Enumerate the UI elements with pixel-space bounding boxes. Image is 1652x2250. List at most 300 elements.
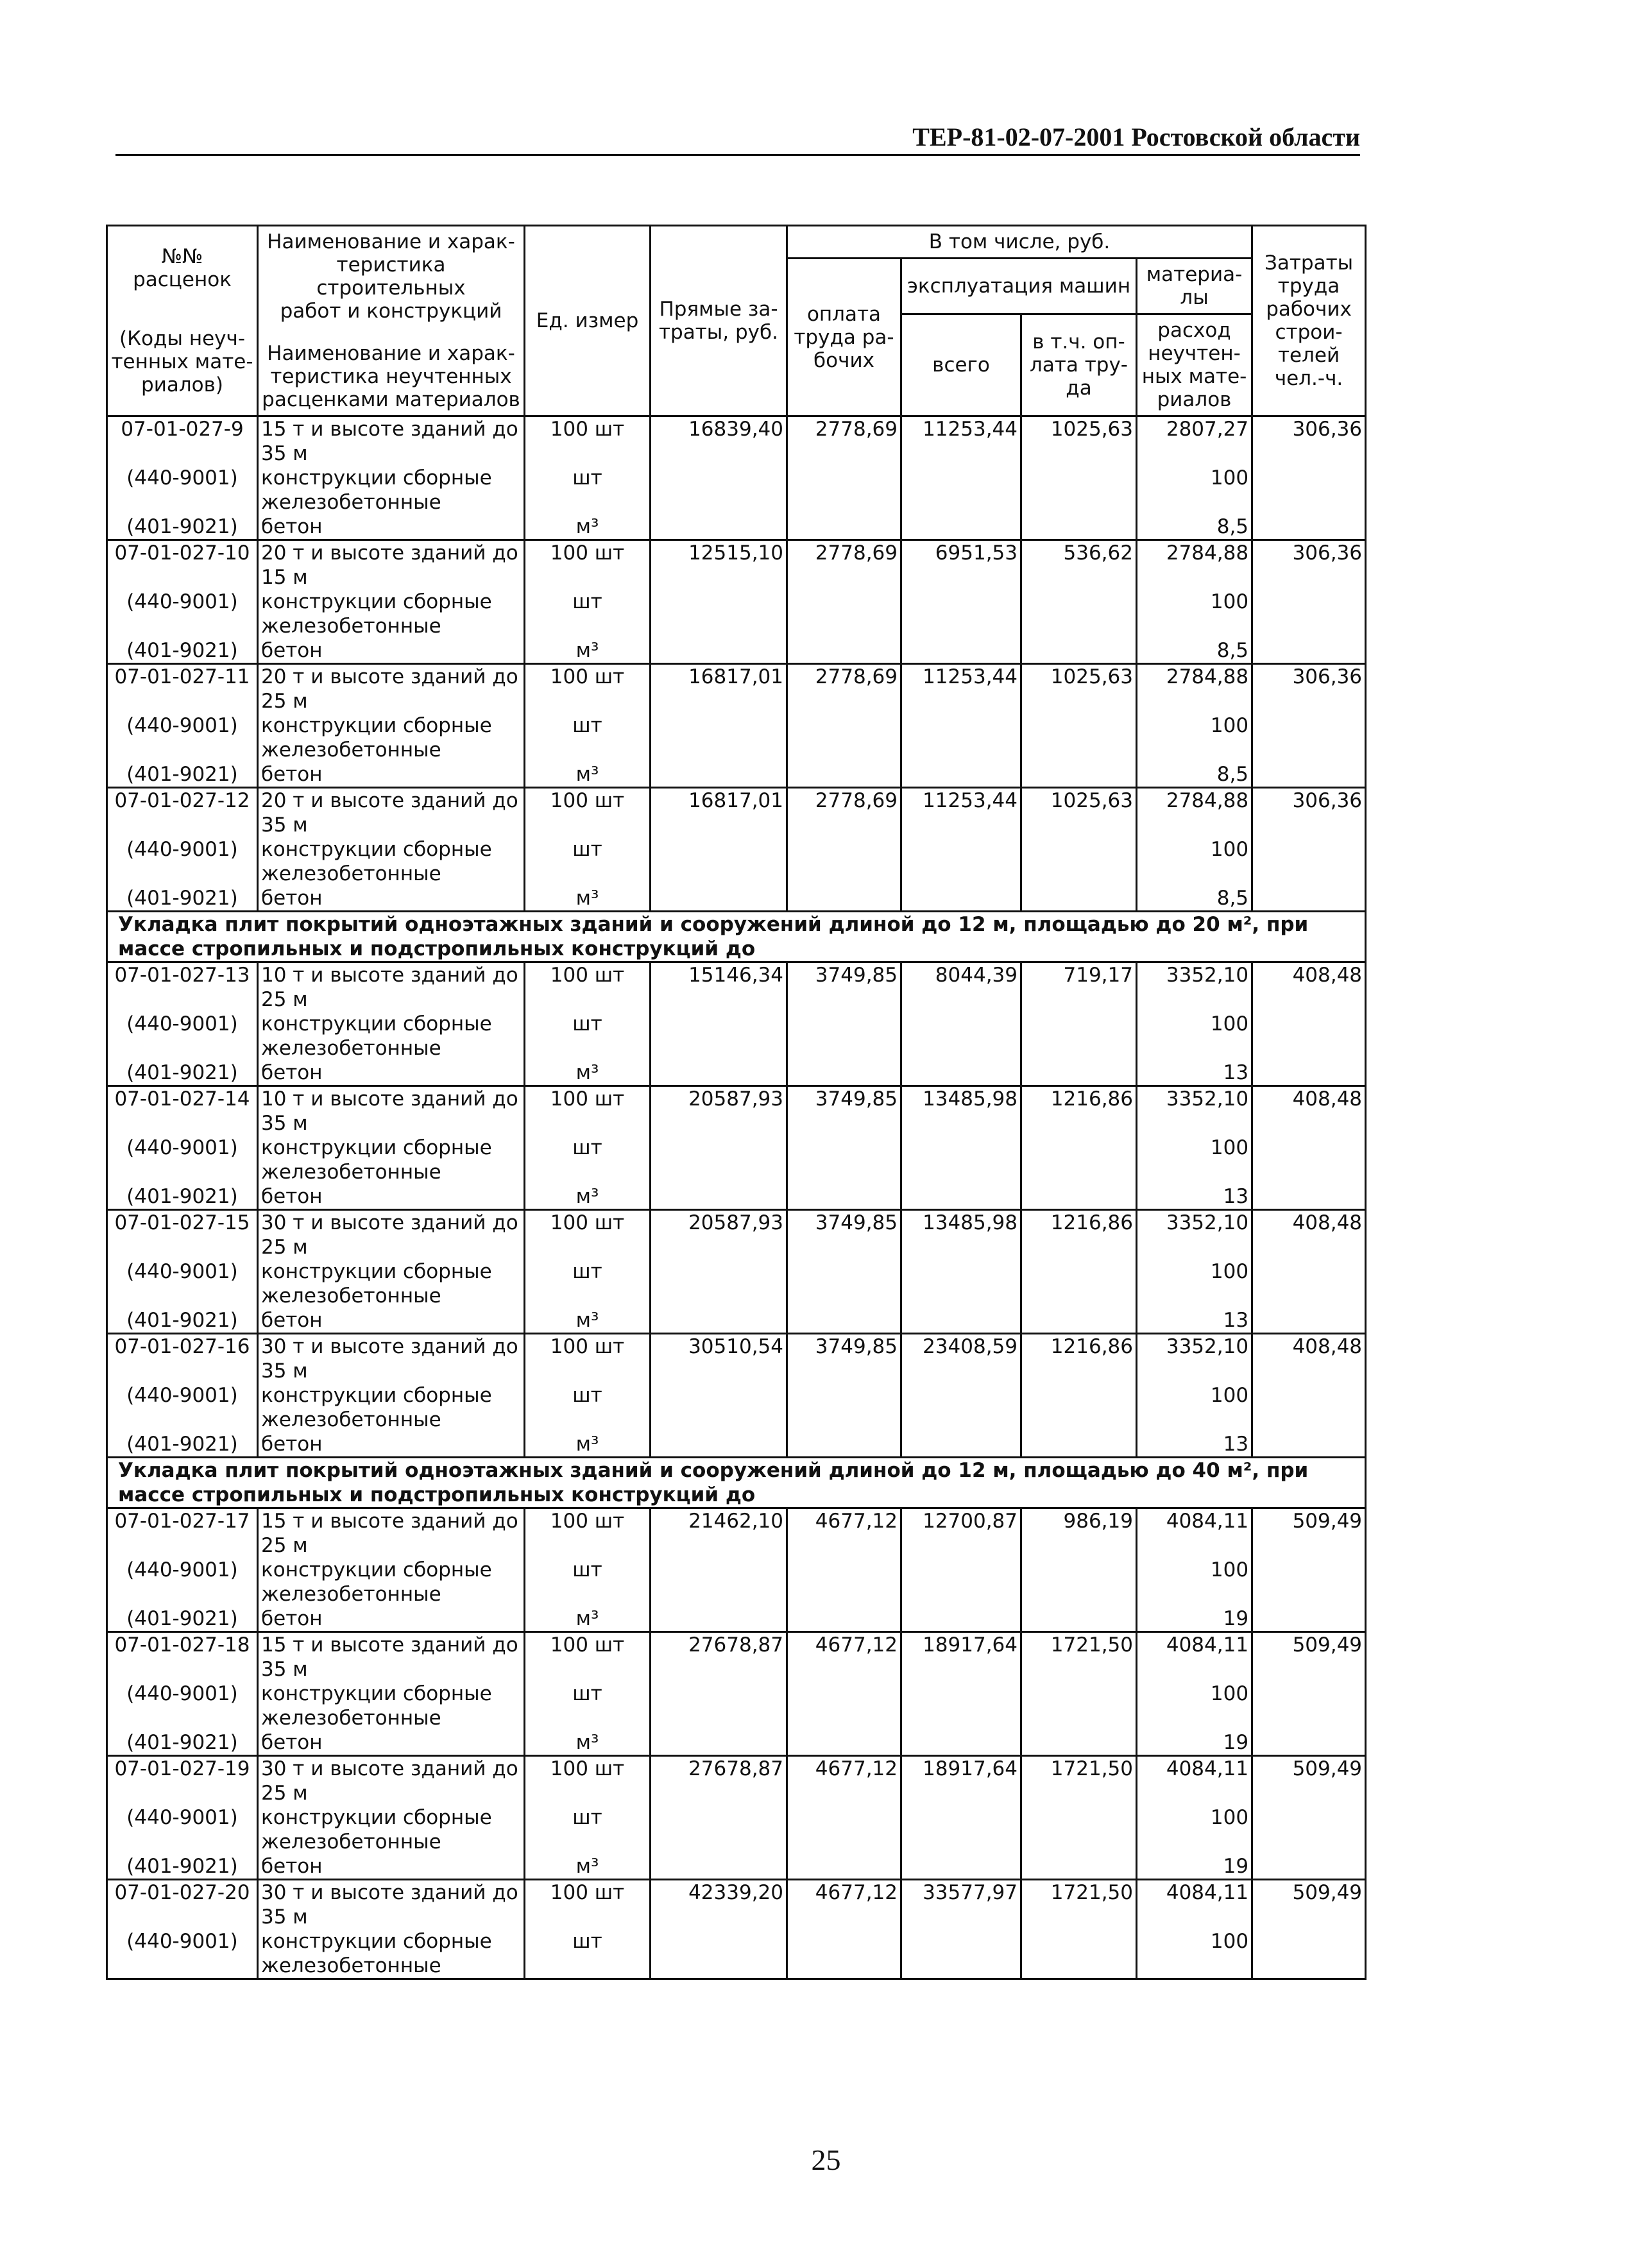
material-unit: м³ bbox=[525, 1061, 651, 1086]
empty-cell bbox=[651, 762, 787, 788]
rate-row bbox=[107, 416, 1366, 466]
rate-direct: 21462,10 bbox=[651, 1508, 787, 1558]
material-qty: 100 bbox=[1137, 466, 1252, 515]
empty-cell bbox=[901, 1682, 1021, 1730]
rate-unit: 100 шт bbox=[525, 540, 651, 590]
empty-cell bbox=[1021, 466, 1137, 515]
empty-cell bbox=[1021, 1432, 1137, 1458]
material-name: бетон bbox=[258, 1308, 525, 1334]
rate-unit: 100 шт bbox=[525, 416, 651, 466]
rate-name: 20 т и высоте зданий до 35 м bbox=[258, 788, 525, 838]
empty-cell bbox=[1021, 1308, 1137, 1334]
material-name: конструкции сборные железобетонные bbox=[258, 1805, 525, 1854]
material-name: конструкции сборные железобетонные bbox=[258, 1558, 525, 1607]
rate-workers: 509,49 bbox=[1252, 1508, 1366, 1558]
rate-row bbox=[107, 962, 1366, 1012]
rate-code: 07-01-027-11 bbox=[107, 664, 258, 714]
rate-row bbox=[107, 1508, 1366, 1558]
rate-machines: 11253,44 bbox=[901, 416, 1021, 466]
empty-cell bbox=[1021, 1184, 1137, 1210]
material-code: (440-9001) bbox=[107, 1558, 258, 1607]
material-unit: шт bbox=[525, 1558, 651, 1607]
header-direct: Прямые за- траты, руб. bbox=[651, 226, 787, 416]
material-unit: м³ bbox=[525, 1854, 651, 1880]
empty-cell bbox=[1252, 1805, 1366, 1854]
rate-row bbox=[107, 788, 1366, 838]
material-code: (440-9001) bbox=[107, 1012, 258, 1061]
header-incl: В том числе, руб. bbox=[787, 226, 1252, 259]
empty-cell bbox=[1021, 713, 1137, 762]
empty-cell bbox=[1021, 762, 1137, 788]
rate-row bbox=[107, 1086, 1366, 1136]
empty-cell bbox=[651, 638, 787, 664]
empty-cell bbox=[651, 466, 787, 515]
material-unit: м³ bbox=[525, 515, 651, 540]
empty-cell bbox=[787, 1136, 901, 1184]
empty-cell bbox=[651, 1012, 787, 1061]
material-name: бетон bbox=[258, 1061, 525, 1086]
rate-direct: 42339,20 bbox=[651, 1880, 787, 1930]
rate-labor: 2778,69 bbox=[787, 664, 901, 714]
rate-row bbox=[107, 1756, 1366, 1806]
empty-cell bbox=[901, 638, 1021, 664]
rate-labor: 4677,12 bbox=[787, 1880, 901, 1930]
empty-cell bbox=[901, 1259, 1021, 1308]
rate-machines: 6951,53 bbox=[901, 540, 1021, 590]
header-machines: эксплуатация машин bbox=[901, 259, 1137, 314]
empty-cell bbox=[651, 1259, 787, 1308]
rate-machines-labor: 1721,50 bbox=[1021, 1880, 1137, 1930]
rate-row bbox=[107, 540, 1366, 590]
material-name: конструкции сборные железобетонные bbox=[258, 1682, 525, 1730]
rate-workers: 306,36 bbox=[1252, 788, 1366, 838]
material-qty: 100 bbox=[1137, 1929, 1252, 1979]
rate-machines: 18917,64 bbox=[901, 1632, 1021, 1682]
header-workers: Затраты труда рабочих строи- телей чел.-ч. bbox=[1252, 226, 1366, 416]
rate-machines-labor: 1721,50 bbox=[1021, 1632, 1137, 1682]
rate-workers: 306,36 bbox=[1252, 416, 1366, 466]
material-qty: 19 bbox=[1137, 1854, 1252, 1880]
rate-machines: 13485,98 bbox=[901, 1210, 1021, 1260]
empty-cell bbox=[787, 762, 901, 788]
header-code-label: №№ расценок bbox=[133, 245, 232, 291]
rate-direct: 16817,01 bbox=[651, 788, 787, 838]
rate-labor: 4677,12 bbox=[787, 1756, 901, 1806]
empty-cell bbox=[1252, 638, 1366, 664]
empty-cell bbox=[651, 886, 787, 912]
header-materials-sub: расход неучтен- ных мате- риалов bbox=[1137, 314, 1252, 416]
material-name: конструкции сборные железобетонные bbox=[258, 713, 525, 762]
material-code: (440-9001) bbox=[107, 466, 258, 515]
rate-code: 07-01-027-9 bbox=[107, 416, 258, 466]
empty-cell bbox=[1252, 1259, 1366, 1308]
empty-cell bbox=[651, 1730, 787, 1756]
empty-cell bbox=[1021, 1259, 1137, 1308]
rate-machines-labor: 1216,86 bbox=[1021, 1210, 1137, 1260]
rate-materials: 4084,11 bbox=[1137, 1508, 1252, 1558]
empty-cell bbox=[651, 1061, 787, 1086]
material-name: бетон bbox=[258, 1184, 525, 1210]
header-materials: материа- лы bbox=[1137, 259, 1252, 314]
empty-cell bbox=[901, 466, 1021, 515]
empty-cell bbox=[651, 1929, 787, 1979]
page-number: 25 bbox=[811, 2143, 841, 2176]
rate-materials: 2784,88 bbox=[1137, 664, 1252, 714]
rate-machines: 13485,98 bbox=[901, 1086, 1021, 1136]
empty-cell bbox=[901, 886, 1021, 912]
material-unit: м³ bbox=[525, 886, 651, 912]
empty-cell bbox=[1021, 1682, 1137, 1730]
rate-workers: 408,48 bbox=[1252, 962, 1366, 1012]
empty-cell bbox=[787, 1184, 901, 1210]
rate-materials: 4084,11 bbox=[1137, 1880, 1252, 1930]
rate-labor: 3749,85 bbox=[787, 1334, 901, 1384]
material-row bbox=[107, 1805, 1366, 1854]
empty-cell bbox=[1252, 1929, 1366, 1979]
rate-code: 07-01-027-16 bbox=[107, 1334, 258, 1384]
rate-name: 30 т и высоте зданий до 35 м bbox=[258, 1880, 525, 1930]
empty-cell bbox=[651, 515, 787, 540]
empty-cell bbox=[1252, 1854, 1366, 1880]
empty-cell bbox=[1252, 1136, 1366, 1184]
rate-direct: 30510,54 bbox=[651, 1334, 787, 1384]
rates-table bbox=[106, 225, 1367, 1980]
rate-direct: 20587,93 bbox=[651, 1086, 787, 1136]
running-head: ТЕР-81-02-07-2001 Ростовской области bbox=[912, 123, 1360, 151]
material-qty: 100 bbox=[1137, 1136, 1252, 1184]
material-code: (401-9021) bbox=[107, 886, 258, 912]
rate-machines-labor: 1025,63 bbox=[1021, 788, 1137, 838]
rate-direct: 16839,40 bbox=[651, 416, 787, 466]
empty-cell bbox=[1021, 837, 1137, 886]
material-name: конструкции сборные железобетонные bbox=[258, 590, 525, 638]
rate-unit: 100 шт bbox=[525, 1756, 651, 1806]
material-row bbox=[107, 713, 1366, 762]
header-machines-total: всего bbox=[901, 314, 1021, 416]
material-row bbox=[107, 886, 1366, 912]
empty-cell bbox=[787, 638, 901, 664]
empty-cell bbox=[1021, 1012, 1137, 1061]
rate-labor: 2778,69 bbox=[787, 416, 901, 466]
material-unit: шт bbox=[525, 1805, 651, 1854]
material-code: (401-9021) bbox=[107, 1184, 258, 1210]
material-code: (401-9021) bbox=[107, 638, 258, 664]
rate-unit: 100 шт bbox=[525, 788, 651, 838]
rate-name: 30 т и высоте зданий до 25 м bbox=[258, 1756, 525, 1806]
header-name-sub: Наименование и харак- теристика неучтенных расценками материалов bbox=[262, 342, 520, 411]
rate-name: 15 т и высоте зданий до 35 м bbox=[258, 1632, 525, 1682]
header-code bbox=[107, 226, 258, 416]
empty-cell bbox=[1021, 1061, 1137, 1086]
table-body bbox=[107, 416, 1366, 1981]
rate-code: 07-01-027-13 bbox=[107, 962, 258, 1012]
empty-cell bbox=[1021, 1383, 1137, 1432]
empty-cell bbox=[901, 1136, 1021, 1184]
rate-row bbox=[107, 1334, 1366, 1384]
material-row bbox=[107, 1184, 1366, 1210]
material-unit: м³ bbox=[525, 762, 651, 788]
rate-name: 20 т и высоте зданий до 15 м bbox=[258, 540, 525, 590]
empty-cell bbox=[901, 1805, 1021, 1854]
empty-cell bbox=[787, 515, 901, 540]
empty-cell bbox=[787, 1308, 901, 1334]
empty-cell bbox=[1021, 1854, 1137, 1880]
rate-materials: 3352,10 bbox=[1137, 1210, 1252, 1260]
rate-machines-labor: 1721,50 bbox=[1021, 1756, 1137, 1806]
material-code: (440-9001) bbox=[107, 590, 258, 638]
material-qty: 8,5 bbox=[1137, 886, 1252, 912]
empty-cell bbox=[1252, 1682, 1366, 1730]
rate-direct: 16817,01 bbox=[651, 664, 787, 714]
empty-cell bbox=[651, 590, 787, 638]
rate-name: 10 т и высоте зданий до 35 м bbox=[258, 1086, 525, 1136]
rate-labor: 3749,85 bbox=[787, 962, 901, 1012]
empty-cell bbox=[1252, 590, 1366, 638]
empty-cell bbox=[651, 1184, 787, 1210]
material-code: (440-9001) bbox=[107, 1136, 258, 1184]
empty-cell bbox=[1021, 886, 1137, 912]
rate-materials: 2784,88 bbox=[1137, 788, 1252, 838]
material-code: (440-9001) bbox=[107, 713, 258, 762]
material-qty: 100 bbox=[1137, 713, 1252, 762]
rate-direct: 12515,10 bbox=[651, 540, 787, 590]
material-unit: м³ bbox=[525, 1607, 651, 1632]
empty-cell bbox=[787, 1730, 901, 1756]
material-row bbox=[107, 1012, 1366, 1061]
section-heading-row bbox=[107, 912, 1366, 962]
section-heading-row bbox=[107, 1458, 1366, 1508]
empty-cell bbox=[787, 1383, 901, 1432]
rate-unit: 100 шт bbox=[525, 1210, 651, 1260]
material-code: (401-9021) bbox=[107, 1607, 258, 1632]
section-heading: Укладка плит покрытий одноэтажных зданий и сооружений длиной до 12 м, площадью до 40 м², при массе стропильных и подстропильных конструкций до bbox=[107, 1458, 1366, 1508]
material-qty: 100 bbox=[1137, 1682, 1252, 1730]
rate-workers: 408,48 bbox=[1252, 1210, 1366, 1260]
empty-cell bbox=[1252, 1432, 1366, 1458]
rate-materials: 3352,10 bbox=[1137, 1334, 1252, 1384]
material-row bbox=[107, 1308, 1366, 1334]
rate-code: 07-01-027-10 bbox=[107, 540, 258, 590]
empty-cell bbox=[901, 1012, 1021, 1061]
header-name-label: Наименование и харак- теристика строительных работ и конструкций bbox=[267, 230, 515, 323]
empty-cell bbox=[901, 1184, 1021, 1210]
rate-direct: 20587,93 bbox=[651, 1210, 787, 1260]
empty-cell bbox=[1252, 713, 1366, 762]
header-code-sub: (Коды неуч- тенных мате- риалов) bbox=[111, 327, 253, 396]
rate-machines-labor: 1025,63 bbox=[1021, 416, 1137, 466]
rate-workers: 509,49 bbox=[1252, 1632, 1366, 1682]
empty-cell bbox=[1252, 515, 1366, 540]
empty-cell bbox=[1021, 1136, 1137, 1184]
empty-cell bbox=[901, 1432, 1021, 1458]
material-qty: 8,5 bbox=[1137, 638, 1252, 664]
empty-cell bbox=[651, 837, 787, 886]
rate-materials: 2784,88 bbox=[1137, 540, 1252, 590]
empty-cell bbox=[901, 1929, 1021, 1979]
material-qty: 100 bbox=[1137, 837, 1252, 886]
header-rule bbox=[115, 154, 1360, 156]
material-code: (401-9021) bbox=[107, 1854, 258, 1880]
rate-workers: 306,36 bbox=[1252, 540, 1366, 590]
material-row bbox=[107, 1558, 1366, 1607]
material-name: бетон bbox=[258, 515, 525, 540]
material-unit: шт bbox=[525, 1383, 651, 1432]
empty-cell bbox=[1021, 638, 1137, 664]
material-name: бетон bbox=[258, 1730, 525, 1756]
material-row bbox=[107, 638, 1366, 664]
material-name: конструкции сборные железобетонные bbox=[258, 1929, 525, 1979]
rate-materials: 3352,10 bbox=[1137, 962, 1252, 1012]
material-code: (401-9021) bbox=[107, 1730, 258, 1756]
empty-cell bbox=[901, 762, 1021, 788]
empty-cell bbox=[1252, 837, 1366, 886]
rate-machines-labor: 1216,86 bbox=[1021, 1086, 1137, 1136]
section-heading: Укладка плит покрытий одноэтажных зданий и сооружений длиной до 12 м, площадью до 20 м², при массе стропильных и подстропильных конструкций до bbox=[107, 912, 1366, 962]
material-row bbox=[107, 1929, 1366, 1979]
material-row bbox=[107, 1383, 1366, 1432]
empty-cell bbox=[787, 1805, 901, 1854]
rate-direct: 27678,87 bbox=[651, 1756, 787, 1806]
table-header bbox=[107, 226, 1366, 416]
empty-cell bbox=[1252, 1012, 1366, 1061]
rate-labor: 3749,85 bbox=[787, 1086, 901, 1136]
rate-code: 07-01-027-18 bbox=[107, 1632, 258, 1682]
empty-cell bbox=[1252, 1558, 1366, 1607]
material-qty: 100 bbox=[1137, 1383, 1252, 1432]
rate-row bbox=[107, 1210, 1366, 1260]
empty-cell bbox=[787, 590, 901, 638]
material-unit: шт bbox=[525, 1929, 651, 1979]
material-name: конструкции сборные железобетонные bbox=[258, 837, 525, 886]
material-name: конструкции сборные железобетонные bbox=[258, 1383, 525, 1432]
material-name: бетон bbox=[258, 1607, 525, 1632]
empty-cell bbox=[787, 1929, 901, 1979]
rate-labor: 4677,12 bbox=[787, 1508, 901, 1558]
header-unit: Ед. измер bbox=[525, 226, 651, 416]
rate-labor: 2778,69 bbox=[787, 788, 901, 838]
empty-cell bbox=[1021, 590, 1137, 638]
rate-labor: 4677,12 bbox=[787, 1632, 901, 1682]
empty-cell bbox=[651, 1383, 787, 1432]
empty-cell bbox=[787, 1432, 901, 1458]
material-unit: шт bbox=[525, 466, 651, 515]
rate-code: 07-01-027-17 bbox=[107, 1508, 258, 1558]
empty-cell bbox=[1252, 886, 1366, 912]
material-row bbox=[107, 1682, 1366, 1730]
rate-row bbox=[107, 664, 1366, 714]
rate-code: 07-01-027-20 bbox=[107, 1880, 258, 1930]
material-qty: 13 bbox=[1137, 1308, 1252, 1334]
empty-cell bbox=[787, 713, 901, 762]
rate-name: 15 т и высоте зданий до 35 м bbox=[258, 416, 525, 466]
rate-materials: 4084,11 bbox=[1137, 1632, 1252, 1682]
rate-unit: 100 шт bbox=[525, 1086, 651, 1136]
material-code: (401-9021) bbox=[107, 762, 258, 788]
empty-cell bbox=[651, 1854, 787, 1880]
empty-cell bbox=[1021, 1607, 1137, 1632]
material-code: (440-9001) bbox=[107, 1259, 258, 1308]
rate-machines: 12700,87 bbox=[901, 1508, 1021, 1558]
material-name: бетон bbox=[258, 638, 525, 664]
empty-cell bbox=[1021, 515, 1137, 540]
empty-cell bbox=[651, 1682, 787, 1730]
rate-materials: 3352,10 bbox=[1137, 1086, 1252, 1136]
material-unit: м³ bbox=[525, 1184, 651, 1210]
material-qty: 100 bbox=[1137, 1805, 1252, 1854]
material-qty: 100 bbox=[1137, 1558, 1252, 1607]
rate-machines-labor: 986,19 bbox=[1021, 1508, 1137, 1558]
empty-cell bbox=[651, 1607, 787, 1632]
empty-cell bbox=[1252, 1061, 1366, 1086]
empty-cell bbox=[901, 1607, 1021, 1632]
rate-code: 07-01-027-12 bbox=[107, 788, 258, 838]
rate-name: 30 т и высоте зданий до 35 м bbox=[258, 1334, 525, 1384]
rate-unit: 100 шт bbox=[525, 1334, 651, 1384]
rate-code: 07-01-027-15 bbox=[107, 1210, 258, 1260]
empty-cell bbox=[787, 1682, 901, 1730]
material-row bbox=[107, 1432, 1366, 1458]
empty-cell bbox=[787, 466, 901, 515]
rate-machines-labor: 1216,86 bbox=[1021, 1334, 1137, 1384]
rate-name: 30 т и высоте зданий до 25 м bbox=[258, 1210, 525, 1260]
rate-code: 07-01-027-19 bbox=[107, 1756, 258, 1806]
bottom-rule-cell bbox=[107, 1979, 1366, 1981]
material-row bbox=[107, 1136, 1366, 1184]
empty-cell bbox=[901, 1383, 1021, 1432]
material-qty: 100 bbox=[1137, 1259, 1252, 1308]
rate-machines-labor: 1025,63 bbox=[1021, 664, 1137, 714]
empty-cell bbox=[1021, 1805, 1137, 1854]
rate-machines-labor: 719,17 bbox=[1021, 962, 1137, 1012]
empty-cell bbox=[901, 837, 1021, 886]
empty-cell bbox=[901, 1061, 1021, 1086]
material-unit: шт bbox=[525, 590, 651, 638]
rate-machines-labor: 536,62 bbox=[1021, 540, 1137, 590]
material-row bbox=[107, 762, 1366, 788]
empty-cell bbox=[1252, 1308, 1366, 1334]
empty-cell bbox=[901, 1730, 1021, 1756]
rate-materials: 2807,27 bbox=[1137, 416, 1252, 466]
material-unit: м³ bbox=[525, 1432, 651, 1458]
material-qty: 13 bbox=[1137, 1432, 1252, 1458]
material-name: конструкции сборные железобетонные bbox=[258, 1136, 525, 1184]
empty-cell bbox=[787, 1854, 901, 1880]
material-name: бетон bbox=[258, 886, 525, 912]
header-machines-labor: в т.ч. оп- лата тру- да bbox=[1021, 314, 1137, 416]
material-qty: 100 bbox=[1137, 590, 1252, 638]
rate-labor: 3749,85 bbox=[787, 1210, 901, 1260]
material-unit: шт bbox=[525, 1259, 651, 1308]
empty-cell bbox=[787, 1012, 901, 1061]
empty-cell bbox=[651, 1805, 787, 1854]
material-qty: 19 bbox=[1137, 1730, 1252, 1756]
material-unit: м³ bbox=[525, 1730, 651, 1756]
material-unit: шт bbox=[525, 1012, 651, 1061]
material-row bbox=[107, 515, 1366, 540]
material-row bbox=[107, 1061, 1366, 1086]
empty-cell bbox=[651, 1558, 787, 1607]
material-row bbox=[107, 1730, 1366, 1756]
empty-cell bbox=[1252, 1730, 1366, 1756]
rate-code: 07-01-027-14 bbox=[107, 1086, 258, 1136]
empty-cell bbox=[1252, 762, 1366, 788]
empty-cell bbox=[651, 713, 787, 762]
material-unit: шт bbox=[525, 1682, 651, 1730]
rate-workers: 408,48 bbox=[1252, 1086, 1366, 1136]
header-labor: оплата труда ра- бочих bbox=[787, 259, 901, 416]
material-row bbox=[107, 466, 1366, 515]
rate-name: 10 т и высоте зданий до 25 м bbox=[258, 962, 525, 1012]
